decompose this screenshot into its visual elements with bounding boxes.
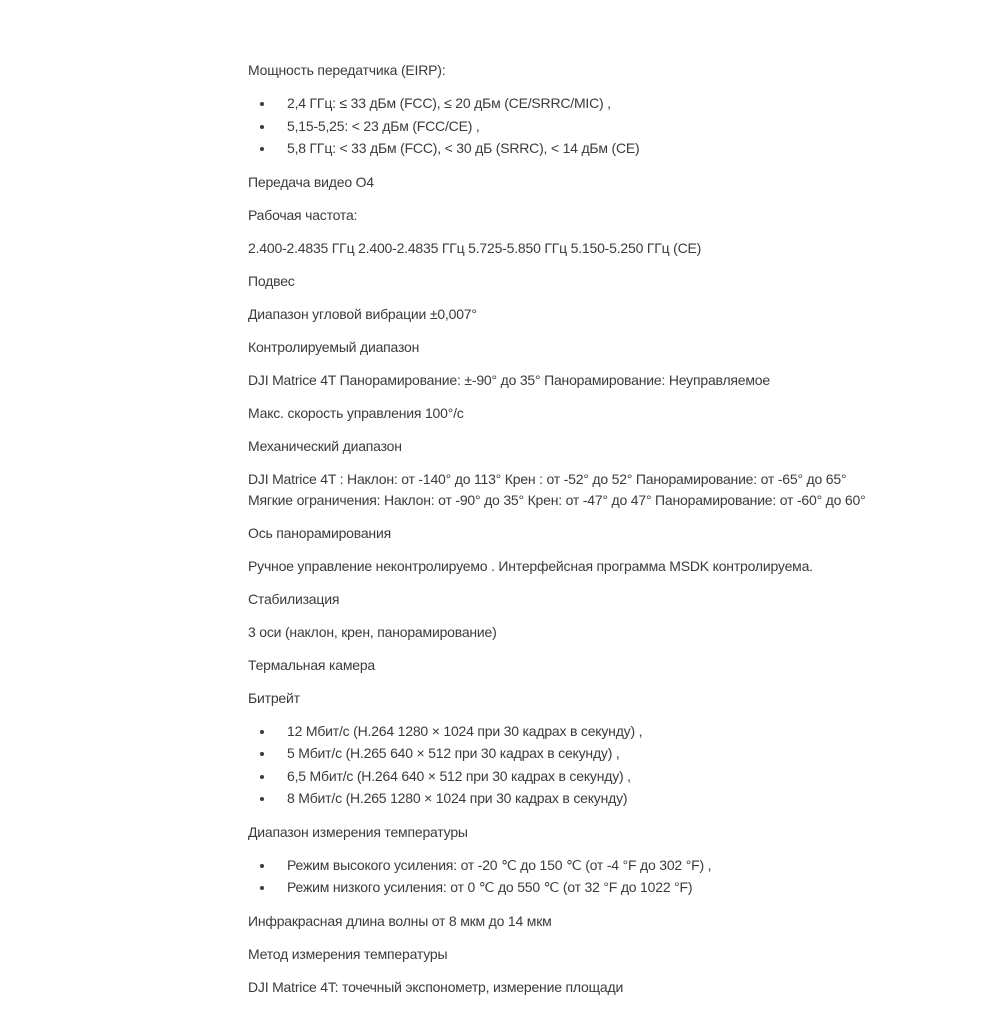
stabilization-heading: Стабилизация — [248, 590, 340, 607]
controllable-range-heading: Контролируемый диапазон — [248, 338, 420, 355]
mechanical-range-value — [248, 469, 948, 511]
transmitter-power-list — [248, 93, 948, 160]
temperature-range-heading: Диапазон измерения температуры — [248, 823, 468, 840]
list-item: • 5,15-5,25: < 23 дБм (FCC/CE) , — [275, 116, 948, 138]
temperature-range-list — [248, 855, 948, 899]
operating-frequency-value: 2.400-2.4835 ГГц 2.400-2.4835 ГГц 5.725-5.850 ГГц 5.150-5.250 ГГц (CE) — [248, 239, 702, 256]
bitrate-heading: Битрейт — [248, 689, 300, 706]
list-item: • 2,4 ГГц: ≤ 33 дБм (FCC), ≤ 20 дБм (CE/SRRC/MIC) , — [275, 93, 948, 115]
temperature-method-value: DJI Matrice 4T: точечный экспонометр, измерение площади — [248, 978, 624, 995]
controllable-range-value: DJI Matrice 4T Панорамирование: ±-90° до 35° Панорамирование: Неуправляемое — [248, 371, 770, 388]
pan-axis-value: Ручное управление неконтролируемо . Интерфейсная программа MSDK контролируема. — [248, 557, 813, 574]
list-item: • 12 Мбит/с (H.264 1280 × 1024 при 30 кадрах в секунду) , — [275, 721, 948, 743]
stabilization-value: 3 оси (наклон, крен, панорамирование) — [248, 623, 497, 640]
paragraph-line: Мягкие ограничения: Наклон: от -90° до 35° Крен: от -47° до 47° Панорамирование: от -60° до 60° — [248, 491, 866, 508]
list-item: • 6,5 Мбит/с (H.264 640 × 512 при 30 кадрах в секунду) , — [275, 766, 948, 788]
transmitter-power-heading: Мощность передатчика (EIRP): — [248, 62, 446, 78]
bitrate-list — [248, 721, 948, 810]
angular-vibration-range: Диапазон угловой вибрации ±0,007° — [248, 305, 477, 322]
spec-document — [248, 60, 948, 1010]
paragraph-line: DJI Matrice 4T : Наклон: от -140° до 113° Крен : от -52° до 52° Панорамирование: от -65° до 65° — [248, 470, 847, 487]
video-transmission: Передача видео O4 — [248, 173, 374, 190]
list-item: • Режим низкого усиления: от 0 ℃ до 550 ℃ (от 32 °F до 1022 °F) — [275, 877, 948, 899]
temperature-method-heading: Метод измерения температуры — [248, 945, 448, 962]
operating-frequency-heading: Рабочая частота: — [248, 206, 358, 223]
gimbal-heading: Подвес — [248, 272, 295, 289]
list-item: • 5 Мбит/с (H.265 640 × 512 при 30 кадрах в секунду) , — [275, 743, 948, 765]
list-item: • 8 Мбит/с (H.265 1280 × 1024 при 30 кадрах в секунду) — [275, 788, 948, 810]
max-control-speed: Макс. скорость управления 100°/с — [248, 404, 464, 421]
mechanical-range-heading: Механический диапазон — [248, 437, 402, 454]
list-item: • 5,8 ГГц: < 33 дБм (FCC), < 30 дБ (SRRC), < 14 дБм (CE) — [275, 138, 948, 160]
list-item: • Режим высокого усиления: от -20 ℃ до 150 ℃ (от -4 °F до 302 °F) , — [275, 855, 948, 877]
thermal-camera-heading: Термальная камера — [248, 656, 376, 673]
infrared-wavelength: Инфракрасная длина волны от 8 мкм до 14 мкм — [248, 912, 552, 929]
pan-axis-heading: Ось панорамирования — [248, 524, 391, 541]
